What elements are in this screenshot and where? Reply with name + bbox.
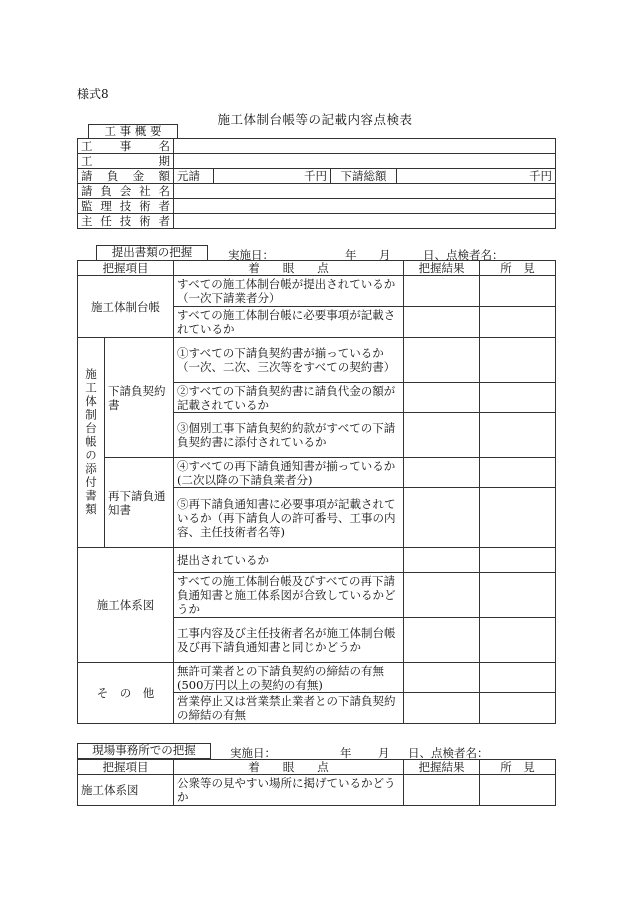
other-point-1: 無許可業者との下請負契約の締結の有無(500万円以上の契約の有無) xyxy=(174,663,404,693)
period-value[interactable] xyxy=(174,154,556,169)
submission-day-inspector-label: 日、点検者名： xyxy=(423,248,504,262)
sub-total-amount-unit[interactable]: 千円 xyxy=(397,169,556,184)
submission-month-label: 月 xyxy=(379,248,391,262)
notice-point-1: ④すべての再下請負通知書が揃っているか(二次以降の下請負業者分) xyxy=(174,458,404,488)
result-cell[interactable] xyxy=(404,618,480,663)
notice-item-label: 再下請負通知書 xyxy=(105,458,174,548)
other-point-2: 営業停止又は営業禁止業者との下請負契約の締結の有無 xyxy=(174,693,404,724)
supervising-engineer-label: 監理技術者 xyxy=(78,199,174,214)
project-name-label: 工事名 xyxy=(78,139,174,154)
contract-item-label: 下請負契約書 xyxy=(105,338,174,458)
submission-header-row xyxy=(78,261,556,276)
site-office-check-table xyxy=(77,759,556,806)
site-office-month-label: 月 xyxy=(378,746,390,760)
table-row xyxy=(78,338,556,383)
attached-documents-group-label: 施工体制台帳の添付書類 xyxy=(78,338,105,548)
header-result: 把握結果 xyxy=(404,261,480,276)
site-office-header-row xyxy=(78,760,556,775)
chief-engineer-label: 主任技術者 xyxy=(78,214,174,229)
period-label: 工期 xyxy=(78,154,174,169)
opinion-cell[interactable] xyxy=(480,693,556,724)
header-opinion: 所 見 xyxy=(480,261,556,276)
system-item-label: 施工体系図 xyxy=(78,548,174,663)
site-system-point: 公衆等の見やすい場所に掲げているかどうか xyxy=(174,775,404,806)
overview-row-period xyxy=(78,154,556,169)
table-row xyxy=(78,775,556,806)
site-office-date-label: 実施日： xyxy=(230,746,276,760)
site-office-section-label: 現場事務所での把握 xyxy=(77,743,211,759)
contract-point-1: ①すべての下請負契約書が揃っているか（一次、二次、三次等をすべての契約書） xyxy=(174,338,404,383)
header-point: 着 眼 点 xyxy=(174,261,404,276)
table-row xyxy=(78,548,556,573)
header-item: 把握項目 xyxy=(78,261,174,276)
system-point-3: 工事内容及び主任技術者名が施工体制台帳及び再下請負通知書と同じかどうか xyxy=(174,618,404,663)
result-cell[interactable] xyxy=(404,488,480,548)
company-label: 請負会社名 xyxy=(78,184,174,199)
result-cell[interactable] xyxy=(404,693,480,724)
opinion-cell[interactable] xyxy=(480,573,556,618)
opinion-cell[interactable] xyxy=(480,383,556,413)
document-title: 施工体制台帳等の記載内容点検表 xyxy=(217,112,413,127)
result-cell[interactable] xyxy=(404,307,480,338)
company-value[interactable] xyxy=(174,184,556,199)
submission-year-label: 年 xyxy=(345,248,357,262)
opinion-cell[interactable] xyxy=(480,775,556,806)
table-row xyxy=(78,458,556,488)
result-cell[interactable] xyxy=(404,775,480,806)
result-cell[interactable] xyxy=(404,663,480,693)
project-name-value[interactable] xyxy=(174,139,556,154)
notice-point-2: ⑤再下請負通知書に必要事項が記載されているか（再下請負人の許可番号、工事の内容、主任技術者名等) xyxy=(174,488,404,548)
opinion-cell[interactable] xyxy=(480,276,556,307)
result-cell[interactable] xyxy=(404,548,480,573)
overview-row-chief-engineer xyxy=(78,214,556,229)
opinion-cell[interactable] xyxy=(480,413,556,458)
opinion-cell[interactable] xyxy=(480,618,556,663)
table-row xyxy=(78,663,556,693)
amount-label: 請負金額 xyxy=(78,169,174,184)
opinion-cell[interactable] xyxy=(480,548,556,573)
result-cell[interactable] xyxy=(404,573,480,618)
ledger-point-2: すべての施工体制台帳に必要事項が記載されているか xyxy=(174,307,404,338)
overview-section-label: 工 事 概 要 xyxy=(88,124,178,139)
contract-point-3: ③個別工事下請負契約約款がすべての下請負契約書に添付されているか xyxy=(174,413,404,458)
submission-check-table xyxy=(77,260,556,724)
result-cell[interactable] xyxy=(404,458,480,488)
form-number: 様式8 xyxy=(77,87,109,101)
header-opinion: 所 見 xyxy=(480,760,556,775)
opinion-cell[interactable] xyxy=(480,663,556,693)
header-result: 把握結果 xyxy=(404,760,480,775)
opinion-cell[interactable] xyxy=(480,338,556,383)
site-office-day-inspector-label: 日、点検者名： xyxy=(408,746,489,760)
overview-row-company xyxy=(78,184,556,199)
other-item-label: そ の 他 xyxy=(78,663,174,724)
site-office-year-label: 年 xyxy=(340,746,352,760)
result-cell[interactable] xyxy=(404,276,480,307)
result-cell[interactable] xyxy=(404,383,480,413)
overview-table xyxy=(77,138,556,229)
result-cell[interactable] xyxy=(404,338,480,383)
header-item: 把握項目 xyxy=(78,760,174,775)
opinion-cell[interactable] xyxy=(480,488,556,548)
sub-total-label: 下請総額 xyxy=(331,169,397,184)
result-cell[interactable] xyxy=(404,413,480,458)
overview-row-supervising-engineer xyxy=(78,199,556,214)
ledger-point-1: すべての施工体制台帳が提出されているか（一次下請業者分） xyxy=(174,276,404,307)
submission-section-label: 提出書類の把握 xyxy=(96,245,208,261)
opinion-cell[interactable] xyxy=(480,307,556,338)
system-point-1: 提出されているか xyxy=(174,548,404,573)
overview-row-project-name xyxy=(78,139,556,154)
prime-amount-unit[interactable]: 千円 xyxy=(214,169,331,184)
ledger-item-label: 施工体制台帳 xyxy=(78,276,174,338)
supervising-engineer-value[interactable] xyxy=(174,199,556,214)
system-point-2: すべての施工体制台帳及びすべての再下請負通知書と施工体系図が合致しているかどうか xyxy=(174,573,404,618)
opinion-cell[interactable] xyxy=(480,458,556,488)
contract-point-2: ②すべての下請負契約書に請負代金の額が記載されているか xyxy=(174,383,404,413)
table-row xyxy=(78,276,556,307)
overview-row-amount xyxy=(78,169,556,184)
prime-label: 元請 xyxy=(174,169,214,184)
site-system-item-label: 施工体系図 xyxy=(78,775,174,806)
header-point: 着 眼 点 xyxy=(174,760,404,775)
submission-date-label: 実施日： xyxy=(228,248,274,262)
chief-engineer-value[interactable] xyxy=(174,214,556,229)
